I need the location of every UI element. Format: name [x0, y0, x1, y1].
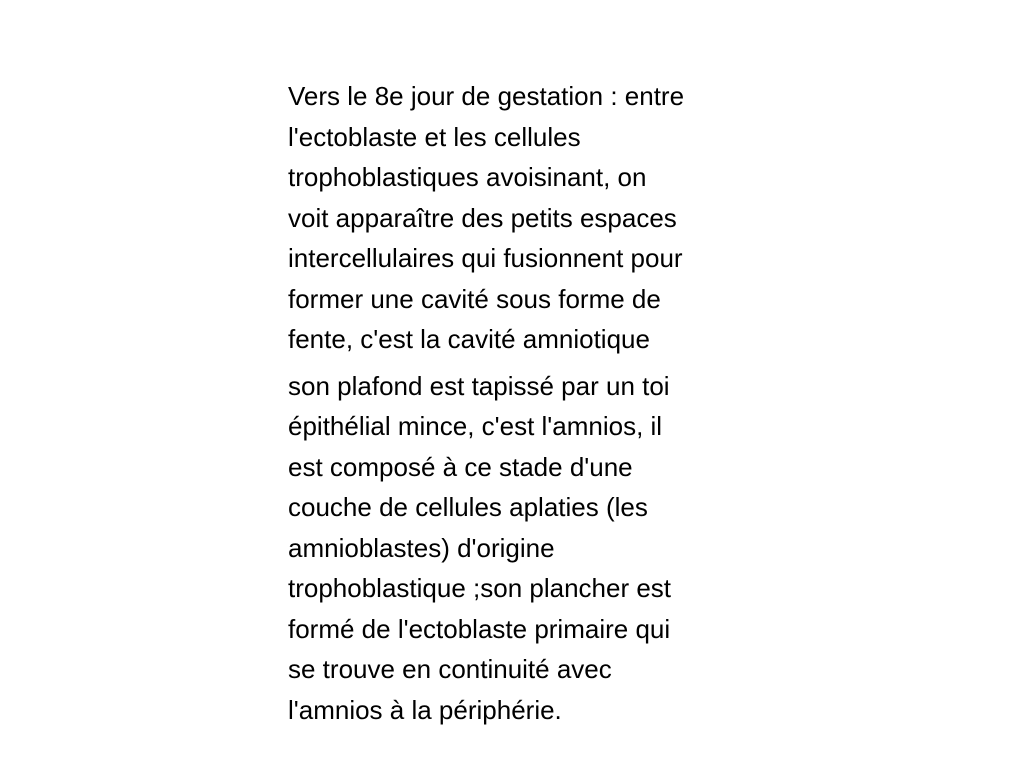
text-line: intercellulaires qui fusionnent pour: [288, 243, 683, 273]
text-line: son plafond est tapissé par un toi: [288, 370, 670, 401]
slide-text-body: [288, 76, 788, 730]
text-line: trophoblastiques avoisinant, on: [288, 162, 647, 192]
text-line: épithélial mince, c'est l'amnios, il: [288, 411, 663, 441]
text-line: formé de l'ectoblaste primaire qui: [288, 613, 671, 644]
text-line: Vers le 8e jour de gestation : entre: [288, 81, 685, 111]
paragraph-cavite-amniotique: [288, 76, 788, 360]
text-line: trophoblastique ;son plancher est: [288, 573, 672, 603]
text-line: voit apparaître des petits espaces: [288, 202, 677, 233]
paragraph-amnios: [288, 366, 788, 731]
text-line: amnioblastes) d'origine: [288, 532, 555, 563]
text-line: former une cavité sous forme de: [288, 283, 661, 314]
text-line: fente, c'est la cavité amniotique: [288, 324, 650, 354]
text-line: l'amnios à la périphérie.: [288, 694, 562, 725]
text-line: couche de cellules aplaties (les: [288, 492, 648, 522]
text-line: est composé à ce stade d'une: [288, 451, 633, 482]
text-line: se trouve en continuité avec: [288, 654, 612, 684]
text-line: l'ectoblaste et les cellules: [288, 121, 581, 152]
